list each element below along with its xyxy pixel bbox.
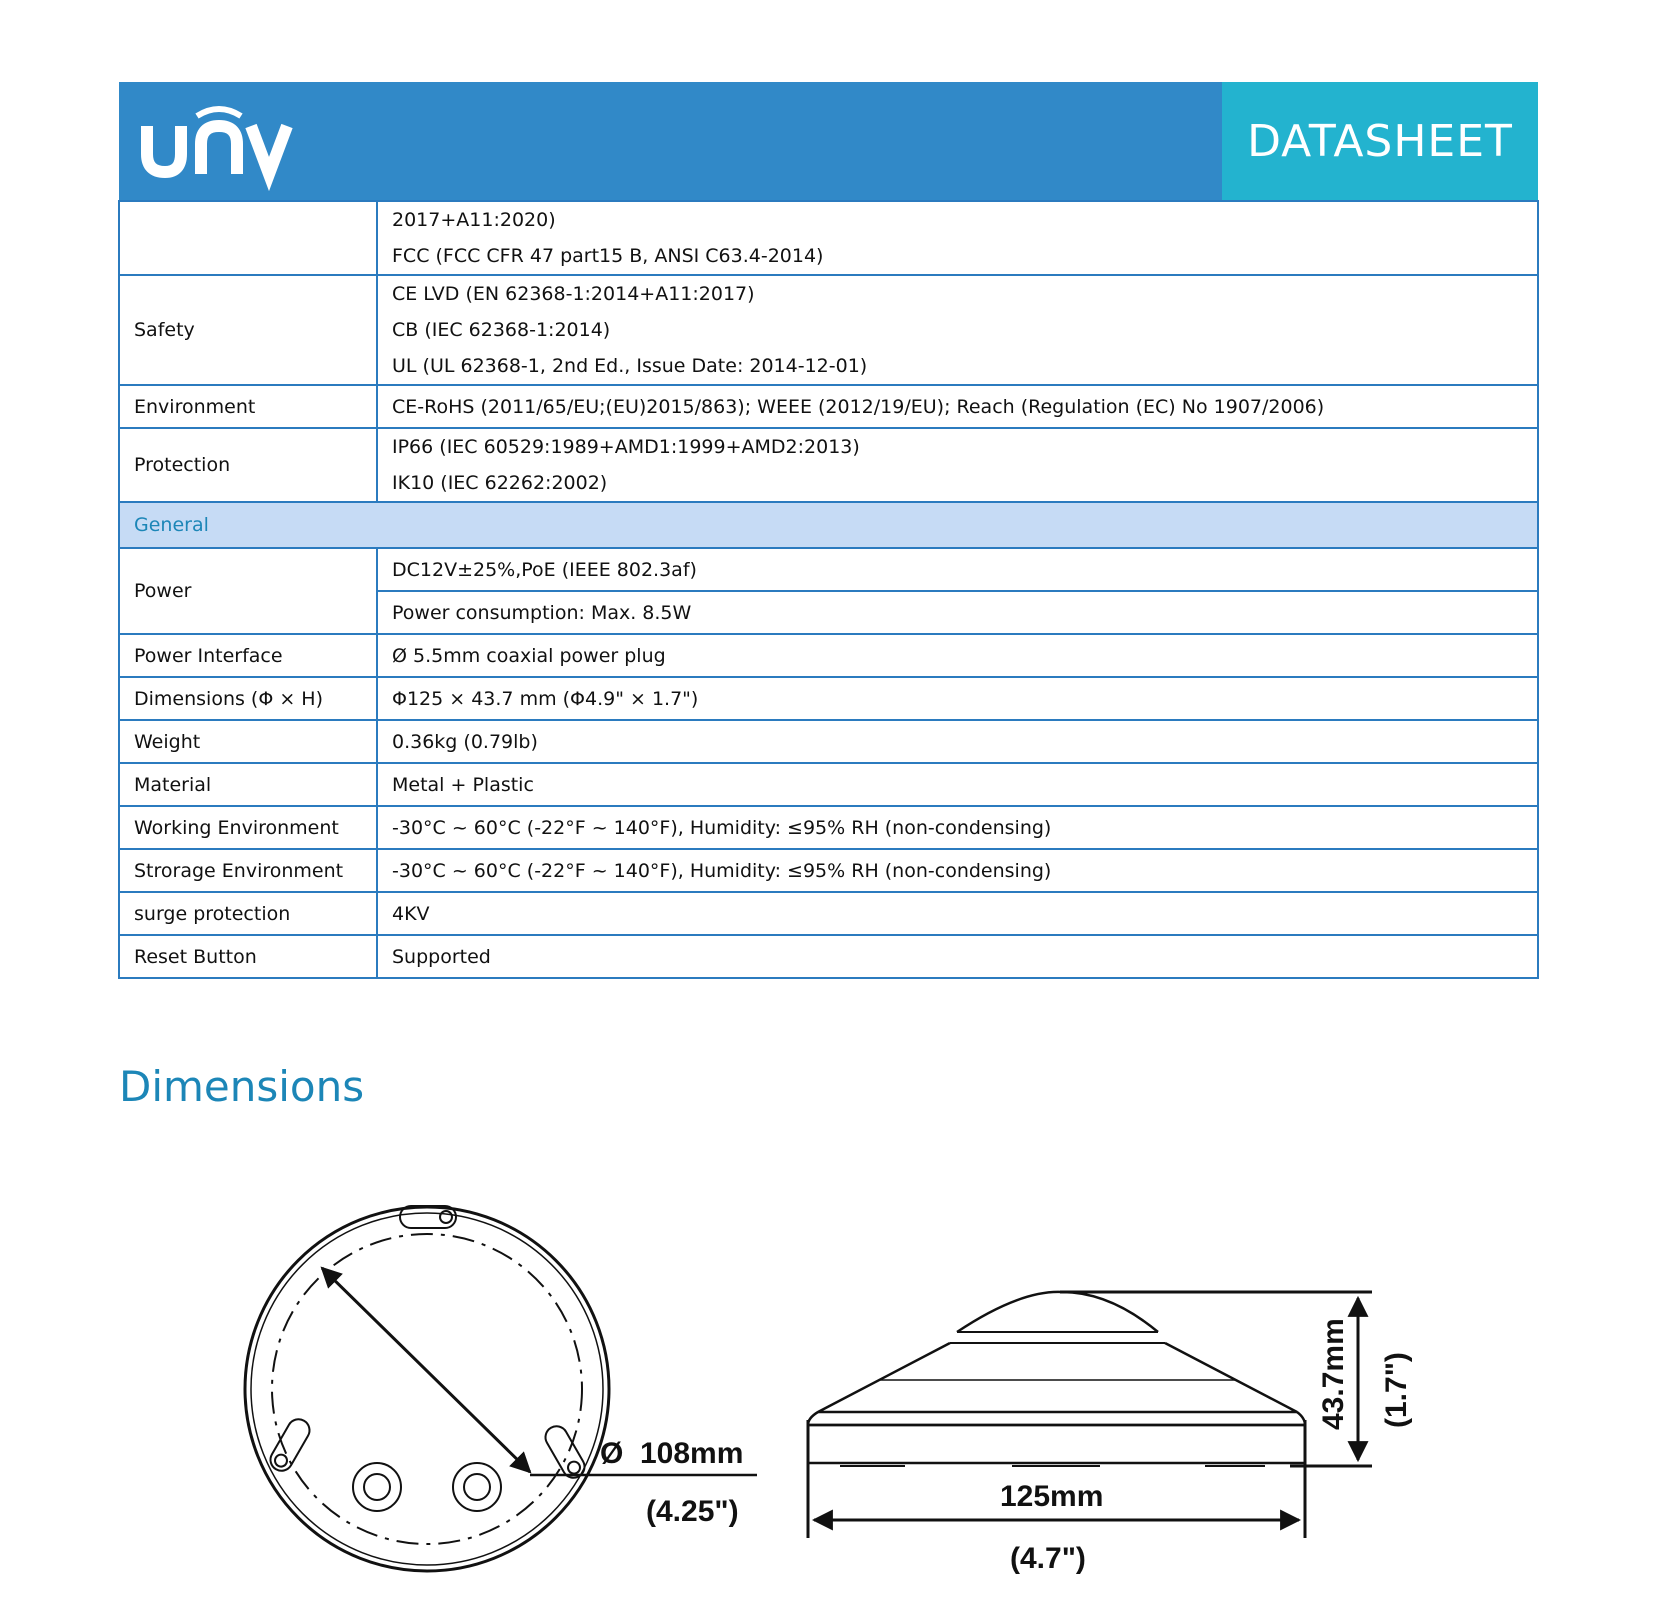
row-value: Power consumption: Max. 8.5W (377, 591, 1538, 634)
row-label: Strorage Environment (119, 849, 377, 892)
diameter-symbol: Ø (600, 1437, 624, 1470)
value-line: UL (UL 62368-1, 2nd Ed., Issue Date: 2014-12-01) (392, 355, 868, 377)
row-value: CE-RoHS (2011/65/EU;(EU)2015/863); WEEE (2012/19/EU); Reach (Regulation (EC) No 1907/2006) (377, 385, 1538, 428)
value-line: FCC (FCC CFR 47 part15 B, ANSI C63.4-2014) (392, 245, 824, 267)
row-value: -30°C ~ 60°C (-22°F ~ 140°F), Humidity: ≤95% RH (non-condensing) (377, 849, 1538, 892)
row-label: Power (119, 548, 377, 634)
value-line: IK10 (IEC 62262:2002) (392, 472, 608, 494)
row-value: DC12V±25%,PoE (IEEE 802.3af) (377, 548, 1538, 591)
value-line: IP66 (IEC 60529:1989+AMD1:1999+AMD2:2013) (392, 436, 860, 458)
row-label: Weight (119, 720, 377, 763)
value-line: 2017+A11:2020) (392, 209, 556, 231)
height-mm-label: 43.7mm (1317, 1318, 1350, 1430)
row-value: -30°C ~ 60°C (-22°F ~ 140°F), Humidity: ≤95% RH (non-condensing) (377, 806, 1538, 849)
width-mm-label: 125mm (1000, 1480, 1104, 1513)
row-label: Material (119, 763, 377, 806)
row-label: Reset Button (119, 935, 377, 978)
row-value: 0.36kg (0.79lb) (377, 720, 1538, 763)
row-label: Working Environment (119, 806, 377, 849)
row-value: Metal + Plastic (377, 763, 1538, 806)
height-in-label: (1.7") (1380, 1352, 1413, 1428)
diameter-in-label: (4.25") (646, 1495, 739, 1528)
row-value: Ø 5.5mm coaxial power plug (377, 634, 1538, 677)
section-title: General (119, 502, 1538, 548)
width-in-label: (4.7") (1010, 1542, 1086, 1575)
row-value: Supported (377, 935, 1538, 978)
dimensions-heading: Dimensions (119, 1062, 365, 1111)
value-line: CB (IEC 62368-1:2014) (392, 319, 611, 341)
row-label: Environment (119, 385, 377, 428)
row-label: Dimensions (Φ × H) (119, 677, 377, 720)
datasheet-label: DATASHEET (1247, 115, 1513, 167)
row-label: Protection (119, 428, 377, 502)
diameter-mm-label: 108mm (640, 1437, 744, 1470)
row-value: Φ125 × 43.7 mm (Φ4.9" × 1.7") (377, 677, 1538, 720)
row-label: Power Interface (119, 634, 377, 677)
row-label: surge protection (119, 892, 377, 935)
row-label: Safety (119, 275, 377, 385)
row-value: 4KV (377, 892, 1538, 935)
value-line: CE LVD (EN 62368-1:2014+A11:2017) (392, 283, 755, 305)
